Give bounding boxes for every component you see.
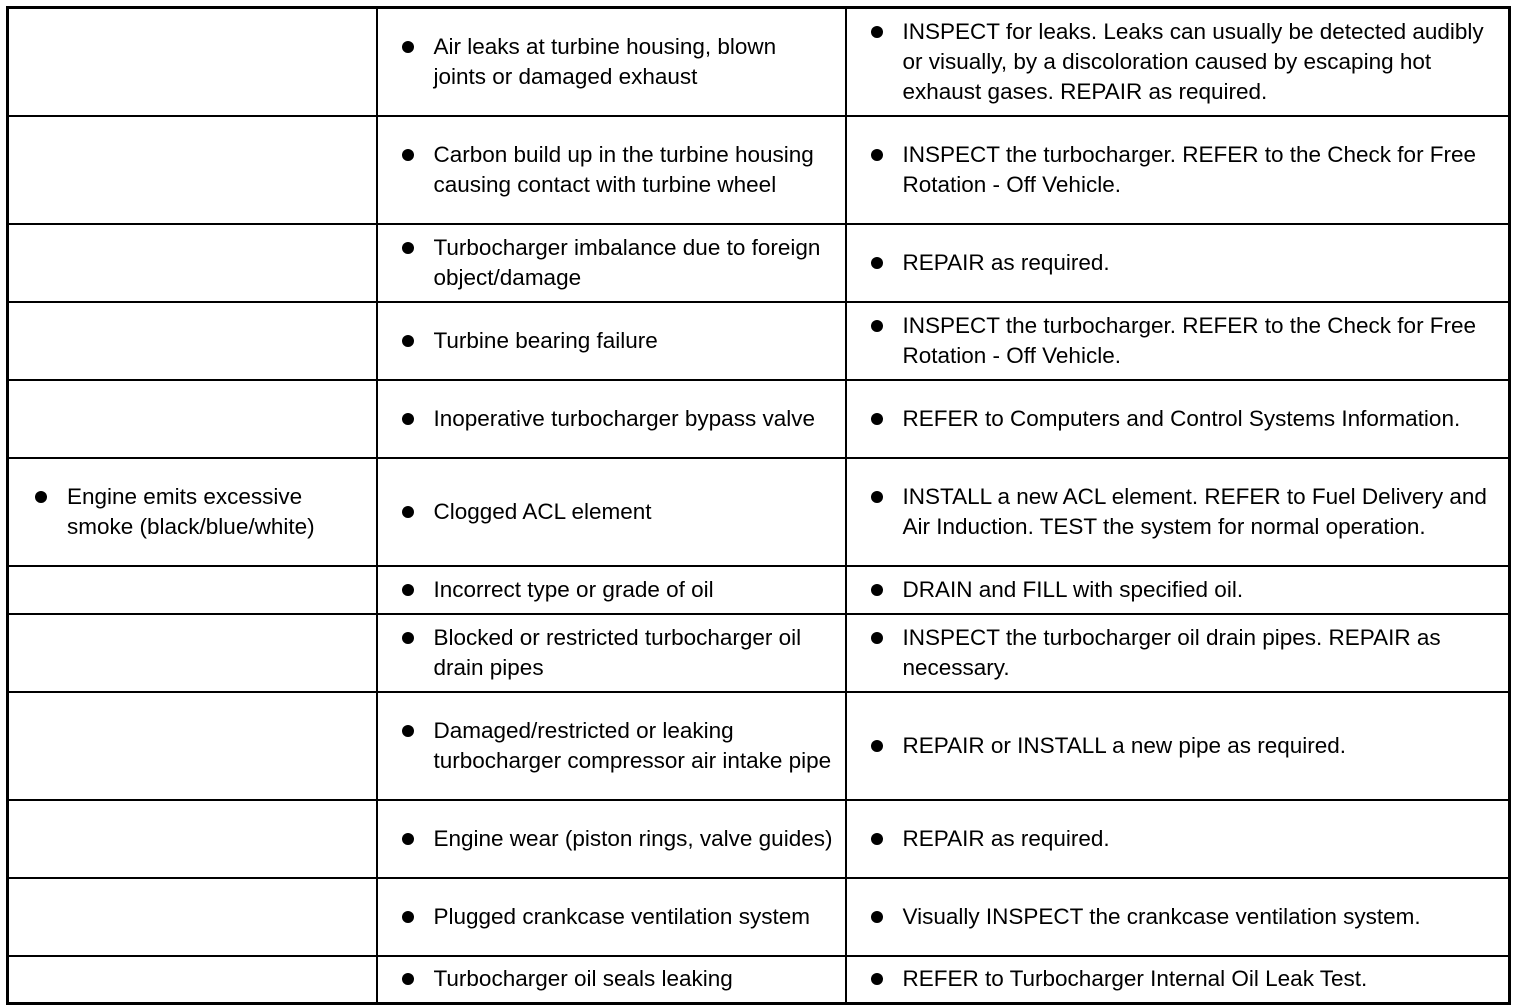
cause-cell — [377, 800, 846, 878]
cause-text: Plugged crankcase ventilation system — [433, 903, 810, 929]
condition-cell — [8, 224, 377, 302]
cause-text: Incorrect type or grade of oil — [433, 576, 714, 602]
cause-cell — [377, 8, 846, 116]
bullet-icon — [402, 584, 414, 596]
action-text: Visually INSPECT the crankcase ventilation system. — [902, 903, 1421, 929]
bullet-icon — [871, 26, 883, 38]
action-cell — [846, 956, 1510, 1004]
action-text: REPAIR as required. — [902, 825, 1110, 851]
action-cell — [846, 116, 1510, 224]
bullet-icon — [871, 413, 883, 425]
cause-text: Turbine bearing failure — [433, 327, 658, 353]
diagnosis-table — [6, 6, 1511, 1005]
table-row — [8, 692, 1510, 800]
cause-text: Air leaks at turbine housing, blown joints or damaged exhaust — [433, 33, 777, 89]
action-cell — [846, 566, 1510, 614]
bullet-icon — [402, 973, 414, 985]
action-text: REPAIR or INSTALL a new pipe as required. — [902, 732, 1347, 758]
table-row — [8, 302, 1510, 380]
table-row — [8, 614, 1510, 692]
cause-text: Turbocharger oil seals leaking — [433, 966, 733, 992]
condition-cell — [8, 878, 377, 956]
condition-cell — [8, 956, 377, 1004]
action-text: INSPECT the turbocharger oil drain pipes. REPAIR as necessary. — [902, 624, 1441, 680]
cause-text: Engine wear (piston rings, valve guides) — [433, 825, 833, 851]
action-cell — [846, 302, 1510, 380]
action-cell — [846, 614, 1510, 692]
bullet-icon — [871, 911, 883, 923]
table-row — [8, 8, 1510, 116]
condition-cell — [8, 302, 377, 380]
cause-text: Turbocharger imbalance due to foreign object/damage — [433, 234, 821, 290]
condition-cell — [8, 566, 377, 614]
table-row — [8, 566, 1510, 614]
action-cell — [846, 878, 1510, 956]
bullet-icon — [402, 632, 414, 644]
bullet-icon — [402, 506, 414, 518]
bullet-icon — [402, 833, 414, 845]
bullet-icon — [871, 491, 883, 503]
cause-text: Blocked or restricted turbocharger oil drain pipes — [433, 624, 802, 680]
bullet-icon — [871, 320, 883, 332]
condition-cell — [8, 614, 377, 692]
bullet-icon — [402, 149, 414, 161]
cause-cell — [377, 380, 846, 458]
bullet-icon — [402, 335, 414, 347]
bullet-icon — [402, 911, 414, 923]
table-row — [8, 116, 1510, 224]
action-text: INSTALL a new ACL element. REFER to Fuel Delivery and Air Induction. TEST the system for normal operation. — [902, 483, 1487, 539]
action-cell — [846, 458, 1510, 566]
cause-cell — [377, 224, 846, 302]
cause-text: Inoperative turbocharger bypass valve — [433, 405, 815, 431]
action-text: REFER to Computers and Control Systems Information. — [902, 405, 1461, 431]
table-row — [8, 224, 1510, 302]
bullet-icon — [871, 833, 883, 845]
cause-cell — [377, 302, 846, 380]
action-text: INSPECT the turbocharger. REFER to the Check for Free Rotation - Off Vehicle. — [902, 141, 1477, 197]
cause-cell — [377, 956, 846, 1004]
action-text: REPAIR as required. — [902, 249, 1110, 275]
action-cell — [846, 692, 1510, 800]
action-cell — [846, 800, 1510, 878]
action-text: REFER to Turbocharger Internal Oil Leak Test. — [902, 966, 1368, 992]
bullet-icon — [871, 632, 883, 644]
cause-cell — [377, 692, 846, 800]
bullet-icon — [35, 491, 47, 503]
table-row — [8, 956, 1510, 1004]
bullet-icon — [402, 725, 414, 737]
bullet-icon — [402, 413, 414, 425]
bullet-icon — [871, 257, 883, 269]
bullet-icon — [871, 973, 883, 985]
table-row — [8, 878, 1510, 956]
action-cell — [846, 224, 1510, 302]
condition-cell — [8, 380, 377, 458]
condition-cell — [8, 116, 377, 224]
table-row — [8, 458, 1510, 566]
table-row — [8, 800, 1510, 878]
condition-cell — [8, 8, 377, 116]
cause-cell — [377, 566, 846, 614]
condition-cell — [8, 800, 377, 878]
bullet-icon — [871, 149, 883, 161]
table-row — [8, 380, 1510, 458]
cause-cell — [377, 458, 846, 566]
condition-cell — [8, 692, 377, 800]
cause-text: Damaged/restricted or leaking turbocharger compressor air intake pipe — [433, 717, 832, 773]
condition-cell — [8, 458, 377, 566]
cause-cell — [377, 878, 846, 956]
action-text: DRAIN and FILL with specified oil. — [902, 576, 1244, 602]
action-text: INSPECT the turbocharger. REFER to the Check for Free Rotation - Off Vehicle. — [902, 312, 1477, 368]
bullet-icon — [402, 242, 414, 254]
action-cell — [846, 380, 1510, 458]
action-text: INSPECT for leaks. Leaks can usually be detected audibly or visually, by a discoloration caused by escaping hot exhaust gases. REPAIR as required. — [902, 18, 1484, 104]
cause-text: Carbon build up in the turbine housing causing contact with turbine wheel — [433, 141, 814, 197]
bullet-icon — [402, 41, 414, 53]
condition-text: Engine emits excessive smoke (black/blue/white) — [67, 483, 315, 539]
cause-cell — [377, 116, 846, 224]
cause-cell — [377, 614, 846, 692]
bullet-icon — [871, 740, 883, 752]
cause-text: Clogged ACL element — [433, 498, 652, 524]
action-cell — [846, 8, 1510, 116]
bullet-icon — [871, 584, 883, 596]
